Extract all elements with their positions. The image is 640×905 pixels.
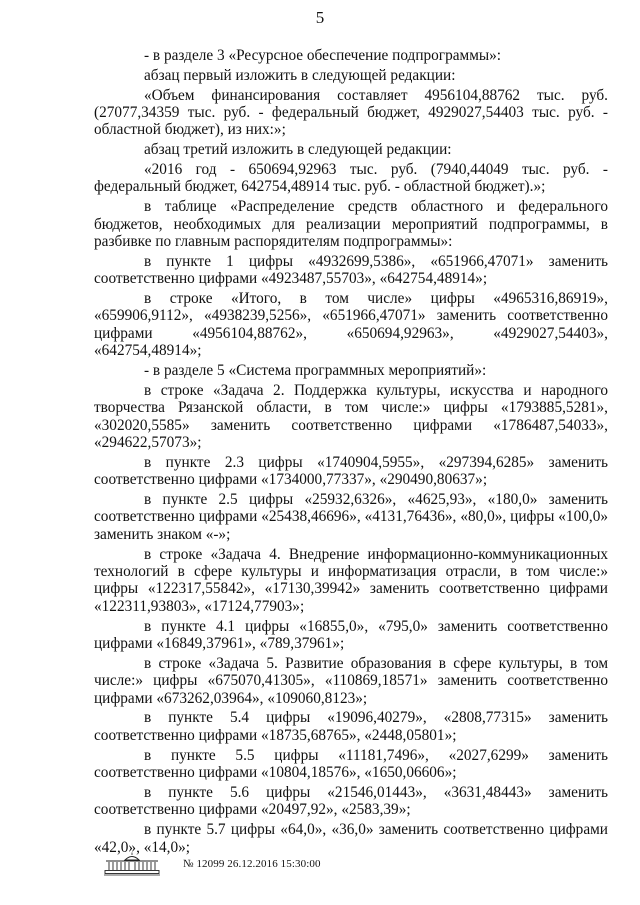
paragraph: - в разделе 3 «Ресурсное обеспечение подпрограммы»: <box>144 47 502 64</box>
paragraph: «Объем финансирования составляет 4956104,88762 тыс. руб. (27077,34359 тыс. руб. - федеральный бюджет, 4929027,54403 тыс. руб. - областной бюджет), из них:»; <box>94 86 608 139</box>
document-footer <box>103 852 321 876</box>
paragraph: в пункте 4.1 цифры «16855,0», «795,0» заменить соответственно цифрами «16849,37961», «789,37961»; <box>94 617 608 653</box>
paragraph: в пункте 5.4 цифры «19096,40279», «2808,77315» заменить соответственно цифрами «18735,68765», «2448,05801»; <box>94 709 608 744</box>
building-emblem-icon <box>103 852 161 876</box>
document-registration-stamp: № 12099 26.12.2016 15:30:00 <box>183 858 321 870</box>
paragraph: в пункте 5.6 цифры «21546,01443», «3631,48443» заменить соответственно цифрами «20497,92», «2583,39»; <box>94 783 608 819</box>
paragraph: в строке «Задача 4. Внедрение информационно-коммуникационных технологий в сфере культуры и информатизация отрасли, в том числе:» цифры «122317,55842», «17130,39942» заменить соответственно цифрами «122311,93803», «17124,77903»; <box>94 545 608 615</box>
paragraph: - в разделе 5 «Система программных мероприятий»: <box>144 362 487 380</box>
paragraph: в пункте 1 цифры «4932699,5386», «651966,47071» заменить соответственно цифрами «4923487,55703», «642754,48914»; <box>94 252 608 288</box>
paragraph: в таблице «Распределение средств областного и федерального бюджетов, необходимых для реализации мероприятий подпрограммы, в разбивке по главным распорядителям подпрограммы»: <box>94 198 608 251</box>
document-body <box>94 47 608 858</box>
paragraph: в строке «Задача 5. Развитие образования в сфере культуры, в том числе:» цифры «675070,41305», «110869,18571» заменить соответственно цифрами «673262,03964», «109060,8123»; <box>94 654 608 707</box>
paragraph: «2016 год - 650694,92963 тыс. руб. (7940,44049 тыс. руб. - федеральный бюджет, 642754,48914 тыс. руб. - областной бюджет).»; <box>94 161 608 196</box>
paragraph: абзац третий изложить в следующей редакции: <box>144 141 452 159</box>
page-number: 5 <box>315 8 325 27</box>
paragraph: в пункте 5.5 цифры «11181,7496», «2027,6299» заменить соответственно цифрами «10804,18576», «1650,06606»; <box>94 746 608 782</box>
paragraph: в строке «Итого, в том числе» цифры «4965316,86919», «659906,9112», «4938239,5256», «651966,47071» заменить соответственно цифрами «4956104,88762», «650694,92963», «4929027,54403», «642754,48914»; <box>94 290 608 360</box>
paragraph: в пункте 2.3 цифры «1740904,5955», «297394,6285» заменить соответственно цифрами «1734000,77337», «290490,80637»; <box>94 453 608 489</box>
paragraph: в пункте 2.5 цифры «25932,6326», «4625,93», «180,0» заменить соответственно цифрами «25438,46696», «4131,76436», «80,0», цифры «100,0» заменить знаком «-»; <box>94 491 608 543</box>
paragraph: в строке «Задача 2. Поддержка культуры, искусства и народного творчества Рязанской области, в том числе:» цифры «1793885,5281», «302020,5585» заменить соответственно цифрами «1786487,54033», «294622,57073»; <box>94 381 608 452</box>
paragraph: абзац первый изложить в следующей редакции: <box>144 66 456 84</box>
paragraph: в пункте 5.7 цифры «64,0», «36,0» заменить соответственно цифрами «42,0», «14,0»; <box>94 821 608 856</box>
